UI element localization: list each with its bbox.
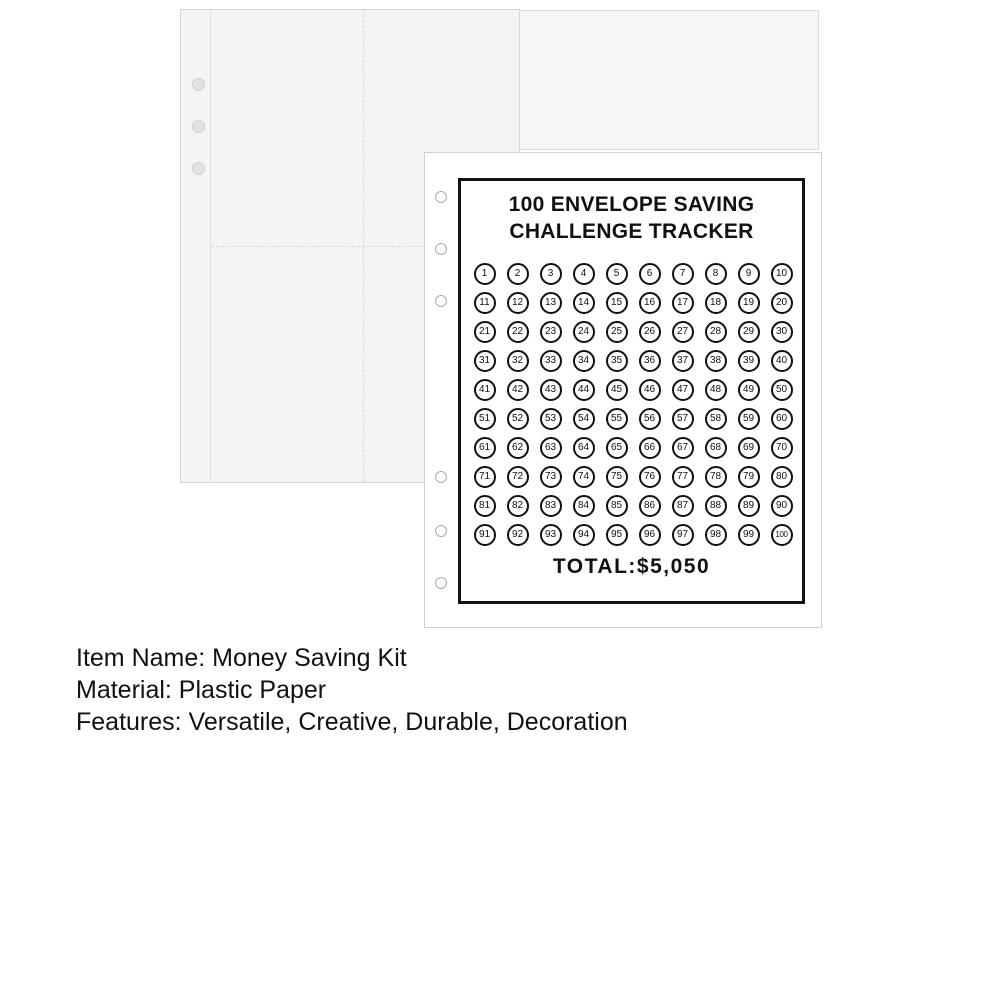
envelope-circle[interactable]: 53 <box>540 408 562 430</box>
envelope-cell <box>567 491 600 520</box>
envelope-cell <box>666 375 699 404</box>
envelope-cell <box>534 288 567 317</box>
envelope-circle[interactable]: 89 <box>738 495 760 517</box>
envelope-circle[interactable]: 46 <box>639 379 661 401</box>
envelope-circle[interactable]: 66 <box>639 437 661 459</box>
envelope-cell <box>468 462 501 491</box>
binder-sleeve-stack <box>518 10 820 150</box>
envelope-cell <box>600 288 633 317</box>
envelope-cell <box>468 404 501 433</box>
envelope-circle[interactable]: 40 <box>771 350 793 372</box>
envelope-circle[interactable]: 76 <box>639 466 661 488</box>
envelope-cell <box>699 462 732 491</box>
envelope-circle[interactable]: 1 <box>474 263 496 285</box>
tracker-title-line2: CHALLENGE TRACKER <box>509 220 754 243</box>
envelope-circle[interactable]: 59 <box>738 408 760 430</box>
envelope-circle[interactable]: 70 <box>771 437 793 459</box>
envelope-circle[interactable]: 44 <box>573 379 595 401</box>
envelope-circle[interactable]: 18 <box>705 292 727 314</box>
envelope-cell <box>468 288 501 317</box>
envelope-circle[interactable]: 52 <box>507 408 529 430</box>
envelope-cell <box>765 491 798 520</box>
envelope-cell <box>567 520 600 549</box>
binder-hole-icon <box>435 295 447 307</box>
envelope-cell <box>567 259 600 288</box>
envelope-cell <box>600 404 633 433</box>
envelope-cell <box>699 375 732 404</box>
envelope-circle[interactable]: 47 <box>672 379 694 401</box>
envelope-circle[interactable]: 34 <box>573 350 595 372</box>
envelope-cell <box>699 346 732 375</box>
envelope-cell <box>732 317 765 346</box>
envelope-cell <box>765 462 798 491</box>
envelope-circle[interactable]: 22 <box>507 321 529 343</box>
envelope-cell <box>666 317 699 346</box>
envelope-circle[interactable]: 10 <box>771 263 793 285</box>
envelope-cell <box>633 520 666 549</box>
binder-hole-icon <box>192 162 205 175</box>
envelope-circle[interactable]: 48 <box>705 379 727 401</box>
envelope-circle[interactable]: 24 <box>573 321 595 343</box>
envelope-cell <box>567 346 600 375</box>
envelope-cell <box>765 259 798 288</box>
envelope-circle[interactable]: 97 <box>672 524 694 546</box>
envelope-circle[interactable]: 98 <box>705 524 727 546</box>
envelope-cell <box>732 346 765 375</box>
tracker-title-line1: 100 ENVELOPE SAVING <box>508 193 755 216</box>
envelope-circle[interactable]: 81 <box>474 495 496 517</box>
envelope-cell <box>633 346 666 375</box>
envelope-circle[interactable]: 78 <box>705 466 727 488</box>
product-info <box>76 642 628 738</box>
envelope-cell <box>468 346 501 375</box>
envelope-cell <box>501 317 534 346</box>
envelope-circle[interactable]: 54 <box>573 408 595 430</box>
envelope-circle[interactable]: 2 <box>507 263 529 285</box>
envelope-circle[interactable]: 39 <box>738 350 760 372</box>
envelope-cell <box>600 346 633 375</box>
envelope-cell <box>534 462 567 491</box>
envelope-cell <box>633 288 666 317</box>
envelope-cell <box>732 520 765 549</box>
envelope-cell <box>666 491 699 520</box>
envelope-circle[interactable]: 80 <box>771 466 793 488</box>
envelope-circle[interactable]: 77 <box>672 466 694 488</box>
envelope-circle[interactable]: 9 <box>738 263 760 285</box>
envelope-cell <box>666 520 699 549</box>
envelope-circle[interactable]: 29 <box>738 321 760 343</box>
envelope-circle[interactable]: 37 <box>672 350 694 372</box>
envelope-circle[interactable]: 14 <box>573 292 595 314</box>
envelope-cell <box>567 433 600 462</box>
tracker-sheet <box>424 152 822 628</box>
envelope-cell <box>600 259 633 288</box>
envelope-cell <box>765 433 798 462</box>
envelope-cell <box>633 433 666 462</box>
envelope-circle[interactable]: 94 <box>573 524 595 546</box>
envelope-cell <box>534 491 567 520</box>
envelope-cell <box>633 404 666 433</box>
envelope-cell <box>732 491 765 520</box>
envelope-circle[interactable]: 57 <box>672 408 694 430</box>
envelope-cell <box>765 520 798 549</box>
envelope-circle[interactable]: 6 <box>639 263 661 285</box>
envelope-cell <box>600 317 633 346</box>
envelope-circle[interactable]: 17 <box>672 292 694 314</box>
envelope-cell <box>468 433 501 462</box>
envelope-cell <box>633 462 666 491</box>
envelope-circle[interactable]: 16 <box>639 292 661 314</box>
envelope-circle[interactable]: 23 <box>540 321 562 343</box>
envelope-cell <box>501 404 534 433</box>
envelope-circle[interactable]: 27 <box>672 321 694 343</box>
binder-hole-icon <box>192 78 205 91</box>
envelope-circle[interactable]: 8 <box>705 263 727 285</box>
envelope-circle[interactable]: 58 <box>705 408 727 430</box>
envelope-circle[interactable]: 35 <box>606 350 628 372</box>
envelope-circle[interactable]: 73 <box>540 466 562 488</box>
envelope-circle[interactable]: 43 <box>540 379 562 401</box>
envelope-circle[interactable]: 67 <box>672 437 694 459</box>
envelope-circle[interactable]: 63 <box>540 437 562 459</box>
envelope-circle[interactable]: 64 <box>573 437 595 459</box>
envelope-cell <box>534 520 567 549</box>
envelope-circle[interactable]: 15 <box>606 292 628 314</box>
envelope-cell <box>501 259 534 288</box>
envelope-circle[interactable]: 20 <box>771 292 793 314</box>
envelope-circle[interactable]: 99 <box>738 524 760 546</box>
envelope-cell <box>699 288 732 317</box>
binder-hole-icon <box>435 191 447 203</box>
envelope-circle[interactable]: 13 <box>540 292 562 314</box>
envelope-circle[interactable]: 88 <box>705 495 727 517</box>
envelope-circle[interactable]: 75 <box>606 466 628 488</box>
envelope-circle[interactable]: 4 <box>573 263 595 285</box>
envelope-circle[interactable]: 11 <box>474 292 496 314</box>
envelope-circle[interactable]: 84 <box>573 495 595 517</box>
tracker-total: TOTAL:$5,050 <box>552 555 711 578</box>
envelope-cell <box>699 404 732 433</box>
envelope-circle[interactable]: 12 <box>507 292 529 314</box>
binder-hole-icon <box>435 525 447 537</box>
envelope-cell <box>732 259 765 288</box>
envelope-circle[interactable]: 74 <box>573 466 595 488</box>
envelope-grid <box>468 259 798 549</box>
envelope-cell <box>501 288 534 317</box>
binder-hole-icon <box>192 120 205 133</box>
envelope-cell <box>468 520 501 549</box>
envelope-circle[interactable]: 25 <box>606 321 628 343</box>
envelope-circle[interactable]: 72 <box>507 466 529 488</box>
envelope-cell <box>600 433 633 462</box>
envelope-cell <box>567 288 600 317</box>
envelope-cell <box>666 404 699 433</box>
envelope-cell <box>666 288 699 317</box>
envelope-cell <box>534 375 567 404</box>
envelope-circle[interactable]: 7 <box>672 263 694 285</box>
envelope-circle[interactable]: 60 <box>771 408 793 430</box>
envelope-circle[interactable]: 3 <box>540 263 562 285</box>
envelope-cell <box>765 404 798 433</box>
envelope-circle[interactable]: 19 <box>738 292 760 314</box>
envelope-circle[interactable]: 42 <box>507 379 529 401</box>
envelope-cell <box>699 491 732 520</box>
envelope-circle[interactable]: 51 <box>474 408 496 430</box>
envelope-cell <box>633 375 666 404</box>
tracker-title <box>461 191 802 245</box>
envelope-cell <box>732 462 765 491</box>
envelope-circle[interactable]: 30 <box>771 321 793 343</box>
envelope-cell <box>732 288 765 317</box>
envelope-circle[interactable]: 100 <box>771 524 793 546</box>
envelope-circle[interactable]: 71 <box>474 466 496 488</box>
sleeve-binding-strip <box>181 10 211 482</box>
envelope-circle[interactable]: 68 <box>705 437 727 459</box>
envelope-circle[interactable]: 82 <box>507 495 529 517</box>
envelope-cell <box>699 520 732 549</box>
envelope-circle[interactable]: 45 <box>606 379 628 401</box>
tracker-frame <box>458 178 805 604</box>
envelope-circle[interactable]: 38 <box>705 350 727 372</box>
envelope-cell <box>732 404 765 433</box>
envelope-circle[interactable]: 28 <box>705 321 727 343</box>
envelope-cell <box>501 491 534 520</box>
envelope-cell <box>501 433 534 462</box>
envelope-circle[interactable]: 96 <box>639 524 661 546</box>
envelope-cell <box>567 375 600 404</box>
envelope-cell <box>699 433 732 462</box>
envelope-circle[interactable]: 87 <box>672 495 694 517</box>
envelope-cell <box>534 404 567 433</box>
envelope-cell <box>666 462 699 491</box>
envelope-circle[interactable]: 26 <box>639 321 661 343</box>
envelope-cell <box>567 317 600 346</box>
envelope-cell <box>468 375 501 404</box>
envelope-circle[interactable]: 5 <box>606 263 628 285</box>
envelope-cell <box>600 375 633 404</box>
envelope-cell <box>666 433 699 462</box>
envelope-cell <box>501 375 534 404</box>
envelope-cell <box>534 433 567 462</box>
envelope-circle[interactable]: 31 <box>474 350 496 372</box>
envelope-circle[interactable]: 61 <box>474 437 496 459</box>
envelope-cell <box>633 317 666 346</box>
envelope-cell <box>534 317 567 346</box>
envelope-cell <box>765 288 798 317</box>
item-name-line: Item Name: Money Saving Kit <box>76 644 407 672</box>
envelope-cell <box>600 491 633 520</box>
envelope-cell <box>765 346 798 375</box>
envelope-cell <box>468 317 501 346</box>
envelope-cell <box>699 317 732 346</box>
envelope-cell <box>567 462 600 491</box>
envelope-circle[interactable]: 36 <box>639 350 661 372</box>
envelope-cell <box>534 259 567 288</box>
envelope-circle[interactable]: 65 <box>606 437 628 459</box>
envelope-circle[interactable]: 85 <box>606 495 628 517</box>
envelope-circle[interactable]: 92 <box>507 524 529 546</box>
envelope-circle[interactable]: 33 <box>540 350 562 372</box>
envelope-cell <box>765 375 798 404</box>
envelope-cell <box>666 259 699 288</box>
envelope-circle[interactable]: 41 <box>474 379 496 401</box>
envelope-cell <box>732 375 765 404</box>
envelope-circle[interactable]: 50 <box>771 379 793 401</box>
envelope-circle[interactable]: 56 <box>639 408 661 430</box>
envelope-cell <box>633 491 666 520</box>
envelope-cell <box>699 259 732 288</box>
envelope-circle[interactable]: 93 <box>540 524 562 546</box>
envelope-circle[interactable]: 21 <box>474 321 496 343</box>
envelope-cell <box>567 404 600 433</box>
envelope-cell <box>501 520 534 549</box>
envelope-circle[interactable]: 32 <box>507 350 529 372</box>
binder-hole-icon <box>435 243 447 255</box>
envelope-circle[interactable]: 55 <box>606 408 628 430</box>
binder-hole-icon <box>435 577 447 589</box>
envelope-circle[interactable]: 83 <box>540 495 562 517</box>
envelope-circle[interactable]: 62 <box>507 437 529 459</box>
envelope-circle[interactable]: 69 <box>738 437 760 459</box>
binder-hole-icon <box>435 471 447 483</box>
envelope-circle[interactable]: 86 <box>639 495 661 517</box>
envelope-cell <box>732 433 765 462</box>
envelope-cell <box>468 491 501 520</box>
envelope-cell <box>534 346 567 375</box>
envelope-circle[interactable]: 79 <box>738 466 760 488</box>
features-line: Features: Versatile, Creative, Durable, Decoration <box>76 708 628 736</box>
envelope-cell <box>501 462 534 491</box>
envelope-cell <box>600 462 633 491</box>
envelope-cell <box>468 259 501 288</box>
envelope-circle[interactable]: 90 <box>771 495 793 517</box>
envelope-circle[interactable]: 91 <box>474 524 496 546</box>
material-line: Material: Plastic Paper <box>76 676 327 704</box>
envelope-cell <box>666 346 699 375</box>
envelope-cell <box>600 520 633 549</box>
envelope-circle[interactable]: 49 <box>738 379 760 401</box>
envelope-cell <box>765 317 798 346</box>
envelope-circle[interactable]: 95 <box>606 524 628 546</box>
envelope-cell <box>633 259 666 288</box>
envelope-cell <box>501 346 534 375</box>
